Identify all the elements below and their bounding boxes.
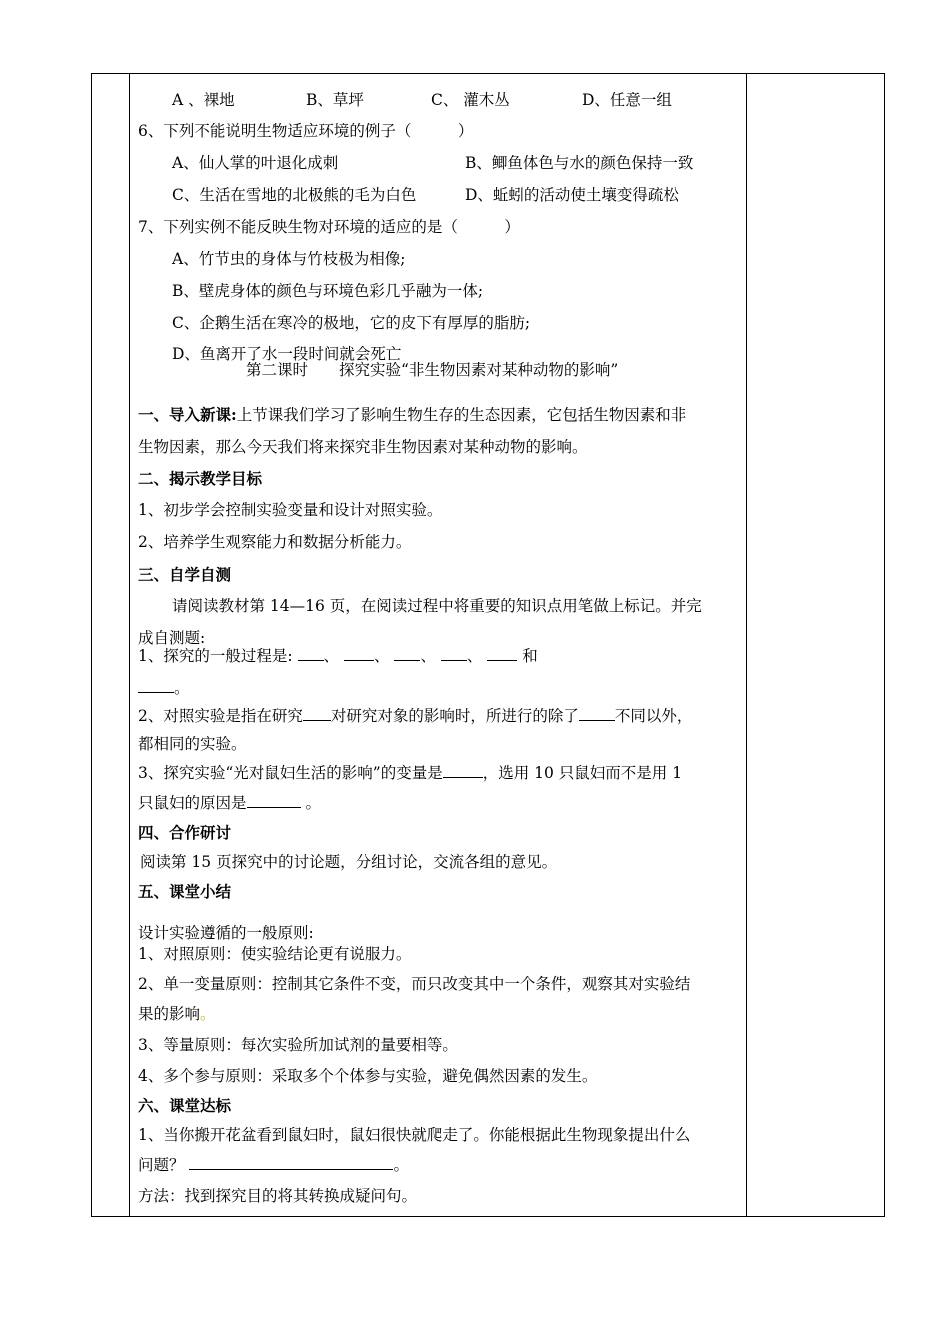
section1-line2: 生物因素，那么今天我们将来探究非生物因素对某种动物的影响。 — [138, 438, 588, 456]
q7-option-c: C、企鹅生活在寒冷的极地，它的皮下有厚厚的脂肪; — [172, 314, 531, 332]
q6-option-c: C、生活在雪地的北极熊的毛为白色 — [172, 186, 417, 204]
q6-option-b: B、鲫鱼体色与水的颜色保持一致 — [465, 154, 694, 172]
q5-option-a: A 、裸地 — [172, 91, 235, 109]
q6-option-a: A、仙人掌的叶退化成刺 — [172, 154, 339, 172]
section1-line1: 一、导入新课:上节课我们学习了影响生物生存的生态因素，它包括生物因素和非 — [138, 405, 687, 424]
section3-q2: 2、对照实验是指在研究 对研究对象的影响时，所进行的除了 不同以外， — [138, 707, 693, 725]
section5-principle-2-line1: 2、单一变量原则：控制其它条件不变，而只改变其中一个条件，观察其对实验结 — [138, 975, 691, 993]
section3-q3: 3、探究实验“光对鼠妇生活的影响”的变量是 ，选用 10 只鼠妇而不是用 1 — [138, 764, 683, 782]
section6-q1-line1: 1、当你搬开花盆看到鼠妇时，鼠妇很快就爬走了。你能根据此生物现象提出什么 — [138, 1126, 691, 1144]
q2-blank-1[interactable] — [303, 706, 331, 721]
section4-text: 阅读第 15 页探究中的讨论题，分组讨论，交流各组的意见。 — [140, 853, 558, 871]
section5-principle-3: 3、等量原则：每次实验所加试剂的量要相等。 — [138, 1036, 458, 1054]
section5-principle-1: 1、对照原则：使实验结论更有说服力。 — [138, 945, 412, 963]
q1-blank-2[interactable] — [344, 646, 374, 661]
q5-option-c: C、 灌木丛 — [431, 91, 510, 109]
section3-q2-line2: 都相同的实验。 — [138, 735, 247, 753]
q5-option-b: B、草坪 — [306, 91, 364, 109]
section3-q1-continued: 。 — [138, 678, 190, 698]
q3-blank-2[interactable] — [247, 793, 301, 808]
section5-principle-2-line2: 果的影响。 — [138, 1005, 216, 1023]
q6-stem: 6、下列不能说明生物适应环境的例子（ ） — [138, 122, 474, 140]
section1-heading: 一、导入新课: — [138, 405, 237, 424]
section5-intro: 设计实验遵循的一般原则: — [138, 924, 314, 942]
q1-blank-3[interactable] — [394, 646, 420, 661]
q7-option-b: B、壁虎身体的颜色与环境色彩几乎融为一体; — [172, 282, 484, 300]
q7-stem: 7、下列实例不能反映生物对环境的适应的是（ ） — [138, 218, 520, 236]
section3-q1: 1、探究的一般过程是: 、 、 、 、 和 — [138, 647, 538, 665]
section4-heading: 四、合作研讨 — [138, 823, 232, 842]
q1-blank-5[interactable] — [487, 646, 517, 661]
q7-option-a: A、竹节虫的身体与竹枝极为相像; — [172, 250, 406, 268]
q1-blank-4[interactable] — [441, 646, 467, 661]
section3-intro-line2: 成自测题: — [138, 629, 206, 647]
column-divider-right — [746, 73, 747, 1217]
q7-option-d: D、鱼离开了水一段时间就会死亡 — [172, 345, 402, 363]
section6-answer-blank[interactable] — [189, 1155, 393, 1170]
q1-blank-6[interactable] — [138, 678, 174, 693]
section6-q1-line2: 问题？ 。 — [138, 1156, 409, 1174]
q5-option-d: D、任意一组 — [582, 91, 672, 109]
lesson-title: 第二课时 探究实验“非生物因素对某种动物的影响” — [246, 361, 619, 379]
section2-item1: 1、初步学会控制实验变量和设计对照实验。 — [138, 501, 443, 519]
q6-option-d: D、蚯蚓的活动使土壤变得疏松 — [465, 186, 679, 204]
section3-heading: 三、自学自测 — [138, 565, 232, 584]
section2-item2: 2、培养学生观察能力和数据分析能力。 — [138, 533, 412, 551]
q2-blank-2[interactable] — [579, 706, 615, 721]
section3-intro-line1: 请阅读教材第 14—16 页，在阅读过程中将重要的知识点用笔做上标记。并完 — [172, 597, 702, 615]
section6-method: 方法：找到探究目的将其转换成疑问句。 — [138, 1187, 418, 1205]
section2-heading: 二、揭示教学目标 — [138, 469, 263, 488]
section5-principle-4: 4、多个参与原则：采取多个个体参与实验，避免偶然因素的发生。 — [138, 1067, 598, 1085]
section6-heading: 六、课堂达标 — [138, 1096, 232, 1115]
column-divider-left — [129, 73, 130, 1217]
section3-q3-line2: 只鼠妇的原因是 。 — [138, 794, 321, 812]
q3-blank-1[interactable] — [443, 763, 483, 778]
q1-blank-1[interactable] — [298, 646, 324, 661]
section5-heading: 五、课堂小结 — [138, 882, 232, 901]
